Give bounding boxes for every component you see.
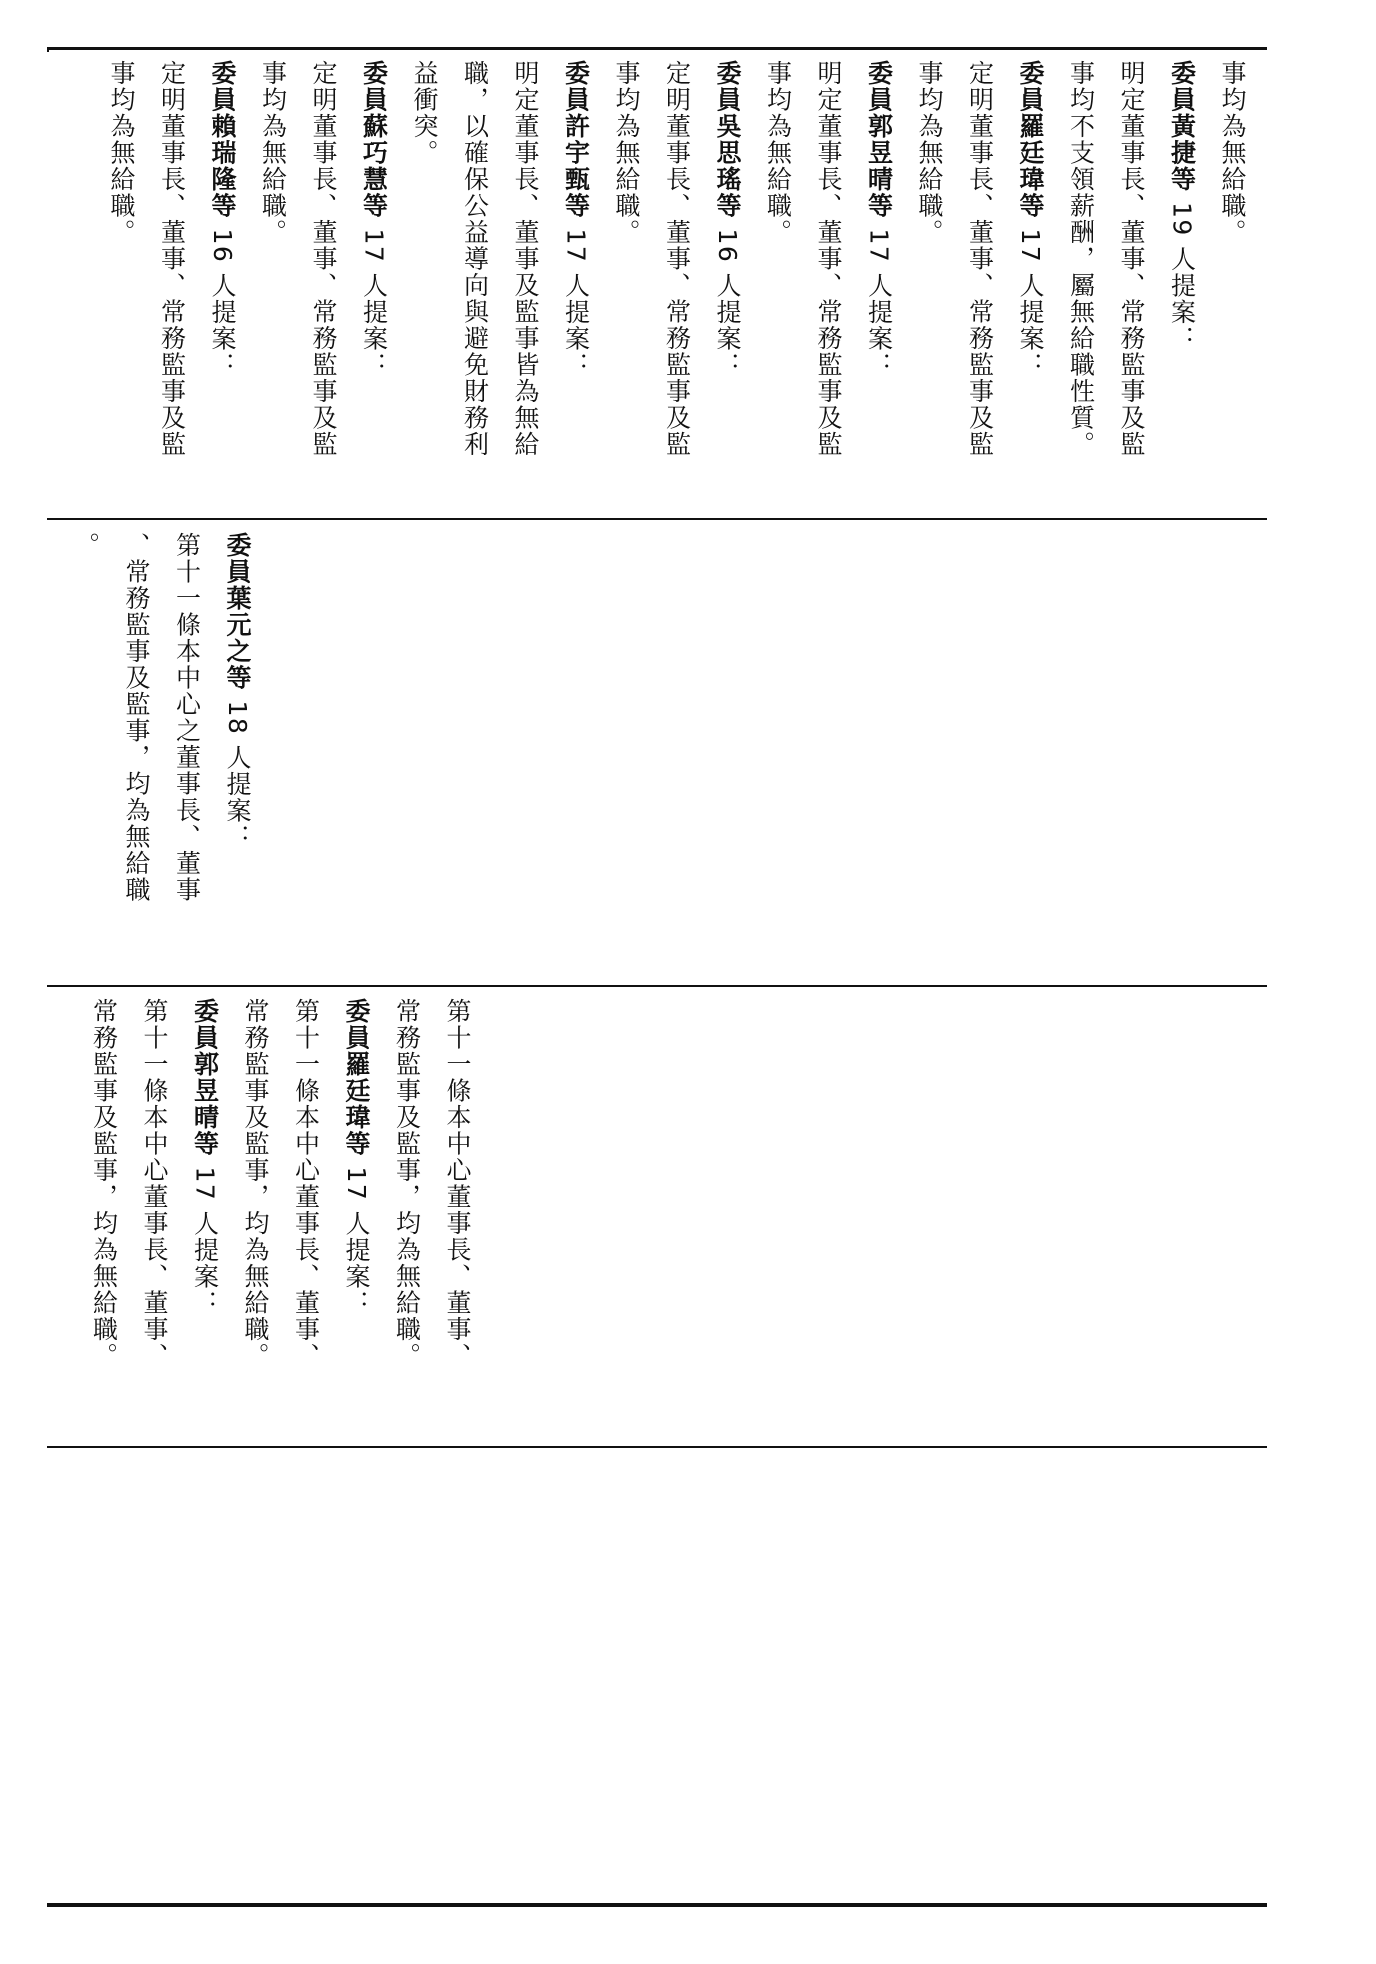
line-text: 17 人提案： <box>864 219 894 379</box>
line-text: 常務監事及監事，均為無給職。 <box>89 998 119 1369</box>
proposal-column <box>62 532 262 972</box>
text-line <box>96 60 147 515</box>
text-line <box>197 60 248 515</box>
text-line <box>904 60 955 515</box>
text-line <box>146 60 197 515</box>
line-text: 明定董事長、董事、常務監事及監 <box>814 60 843 458</box>
text-line <box>651 60 702 515</box>
line-text: 益衝突。 <box>410 60 439 166</box>
line-text: 事均為無給職。 <box>258 60 288 246</box>
line-text: 。 <box>71 532 101 559</box>
line-text: 17 人提案： <box>342 1157 371 1317</box>
text-line <box>399 60 450 515</box>
proposer-name: 委員羅廷瑋等 <box>1016 60 1045 219</box>
line-text: 定明董事長、董事、常務監事及監 <box>157 60 187 458</box>
line-text: 常務監事及監事，均為無給職。 <box>392 998 422 1369</box>
line-text: 16 人提案： <box>208 219 237 379</box>
line-text: 明定董事長、董事、常務監事及監 <box>1117 60 1146 458</box>
line-text: 定明董事長、董事、常務監事及監 <box>662 60 692 458</box>
line-text: 本中心之董事長、董事 <box>172 638 202 903</box>
text-line <box>298 60 349 515</box>
proposer-name: 委員郭昱晴等 <box>190 998 220 1157</box>
line-text: 事均為無給職。 <box>612 60 641 246</box>
article-number: 第十一條 <box>443 998 472 1104</box>
article-number: 第十一條 <box>140 998 169 1104</box>
text-line <box>331 998 382 1443</box>
text-line <box>500 60 551 515</box>
text-line <box>1005 60 1056 515</box>
text-line <box>601 60 652 515</box>
text-line <box>449 60 500 515</box>
text-line <box>381 998 432 1443</box>
text-line <box>230 998 281 1443</box>
line-text: 定明董事長、董事、常務監事及監 <box>965 60 995 458</box>
article-number: 第十一條 <box>172 532 202 638</box>
line-text: 事均為無給職。 <box>107 60 136 246</box>
proposer-name: 委員蘇巧慧等 <box>359 60 389 219</box>
page-bottom-rule <box>47 1903 1267 1907</box>
line-text: 17 人提案： <box>561 219 591 379</box>
text-line <box>78 998 129 1443</box>
text-line <box>129 998 180 1443</box>
proposer-name: 委員許宇甄等 <box>561 60 591 219</box>
text-line <box>432 998 483 1443</box>
text-line <box>111 532 162 972</box>
text-line <box>212 532 263 972</box>
proposer-name: 委員羅廷瑋等 <box>342 998 371 1157</box>
spacer <box>47 50 49 52</box>
table-bottom-rule <box>47 1446 1267 1448</box>
line-text: 定明董事長、董事、常務監事及監 <box>309 60 338 458</box>
text-line <box>60 532 111 972</box>
text-line <box>280 998 331 1443</box>
proposer-name: 委員郭昱晴等 <box>864 60 894 219</box>
text-line <box>803 60 854 515</box>
explanation-column <box>62 60 1257 515</box>
text-line <box>348 60 399 515</box>
proposer-name: 委員賴瑞隆等 <box>208 60 237 219</box>
line-text: 本中心董事長、董事、 <box>140 1104 169 1369</box>
text-line <box>853 60 904 515</box>
line-text: 職，以確保公益導向與避免財務利 <box>460 60 490 458</box>
line-text: 本中心董事長、董事、 <box>443 1104 472 1369</box>
article-number: 第十一條 <box>291 998 321 1104</box>
line-text: 明定董事長、董事及監事皆為無給 <box>511 60 540 458</box>
line-text: 事均為無給職。 <box>915 60 944 246</box>
line-text: 事均為無給職。 <box>763 60 793 246</box>
column-divider-upper <box>47 518 1267 520</box>
line-text: 18 人提案： <box>223 691 252 851</box>
text-line <box>954 60 1005 515</box>
line-text: 17 人提案： <box>1016 219 1045 379</box>
line-text: 17 人提案： <box>190 1157 220 1317</box>
table-top-rule <box>47 47 1267 50</box>
line-text: 本中心董事長、董事、 <box>291 1104 321 1369</box>
proposer-name: 委員葉元之等 <box>223 532 252 691</box>
proposer-name: 委員黃捷等 <box>1167 60 1197 193</box>
text-line <box>1207 60 1258 515</box>
text-line <box>550 60 601 515</box>
line-text: 事均為無給職。 <box>1218 60 1247 246</box>
text-line <box>1156 60 1207 515</box>
line-text: 、常務監事及監事，均為無給職 <box>122 532 151 903</box>
text-line <box>702 60 753 515</box>
text-line <box>179 998 230 1443</box>
line-text: 17 人提案： <box>359 219 389 379</box>
text-line <box>752 60 803 515</box>
text-line <box>161 532 212 972</box>
line-text: 常務監事及監事，均為無給職。 <box>241 998 270 1369</box>
line-text: 19 人提案： <box>1167 192 1197 353</box>
column-divider-lower <box>47 985 1267 987</box>
text-line <box>1106 60 1157 515</box>
text-line <box>1055 60 1106 515</box>
line-text: 16 人提案： <box>713 219 742 379</box>
line-text: 事均不支領薪酬，屬無給職性質。 <box>1066 60 1096 458</box>
comparison-column <box>62 998 482 1443</box>
proposer-name: 委員吳思瑤等 <box>713 60 742 219</box>
text-line <box>247 60 298 515</box>
